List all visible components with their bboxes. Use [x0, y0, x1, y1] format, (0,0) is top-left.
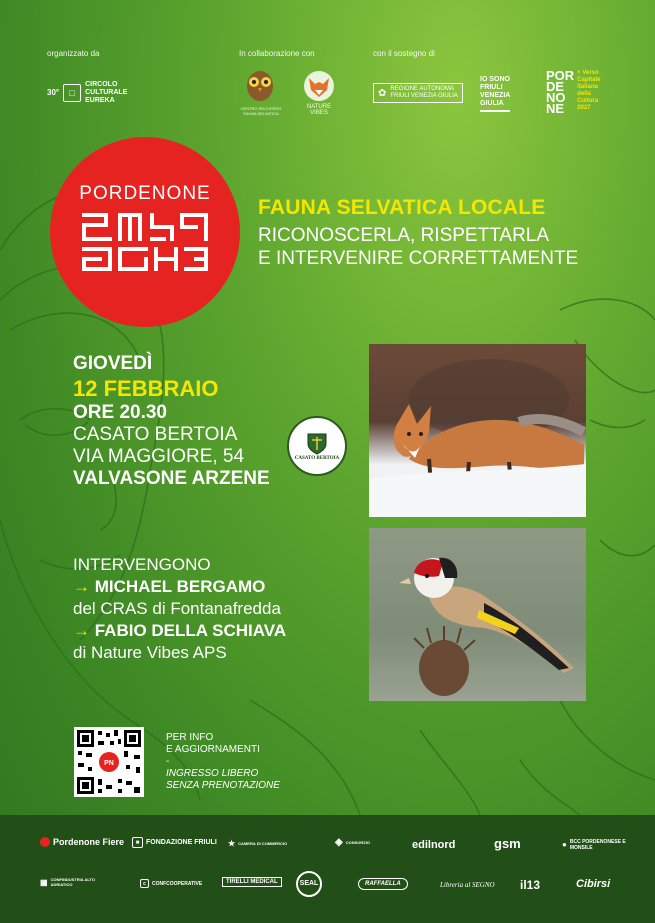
sponsor-confindustria: ▦ CONFINDUSTRIA ALTO ADRIATICO	[40, 877, 96, 887]
io-sono-line3: VENEZIA	[480, 92, 511, 99]
camera-icon: ★	[228, 839, 236, 848]
organizer-line1: CIRCOLO	[85, 81, 118, 88]
fondazione-icon: ■	[132, 837, 143, 848]
arrow-right-icon: →	[73, 577, 95, 596]
sponsor-confcooperative: c CONFCOOPERATIVE	[140, 879, 202, 888]
headline-line2: E INTERVENIRE CORRETTAMENTE	[258, 248, 579, 269]
sponsor-footer	[0, 815, 655, 923]
collaboration-label: In collaborazione con	[239, 49, 315, 58]
sponsor-raffaella: RAFFAELLA	[358, 878, 408, 890]
capital-note-1: + Verso	[577, 70, 599, 76]
goldfinch-photo	[369, 528, 586, 701]
speaker-2-name: FABIO DELLA SCHIAVA	[94, 621, 287, 640]
speaker-2-role: di Nature Vibes APS	[73, 643, 227, 662]
capital-note-5: Cultura	[577, 98, 599, 104]
consorzio-icon: ◈	[335, 837, 343, 848]
organizer-line3: EUREKA	[85, 97, 115, 104]
confindustria-icon: ▦	[40, 877, 48, 887]
casato-logo-text: CASATO BERTOIA	[294, 455, 340, 461]
capital-note-2: Capitale	[577, 77, 601, 83]
capital-note-6: 2027	[577, 105, 591, 111]
speaker-1-role: del CRAS di Fontanafredda	[73, 599, 281, 618]
sponsor-bcc: ● BCC PORDENONESE E MONSILE	[562, 839, 626, 851]
sponsor-pordenone-fiere: Pordenone Fiere	[40, 837, 124, 847]
io-sono-line2: FRIULI	[480, 84, 503, 91]
headline-title: FAUNA SELVATICA LOCALE	[258, 196, 546, 219]
fox-logo-caption: NATURE VIBES	[306, 104, 332, 116]
sponsor-seal	[296, 871, 322, 897]
headline-line1: RICONOSCERLA, RISPETTARLA	[258, 225, 550, 246]
badge-subtitle	[145, 137, 146, 138]
info-line2: E AGGIORNAMENTI	[166, 744, 260, 755]
qr-code[interactable]	[74, 727, 144, 797]
capital-pn-1: POR	[546, 68, 575, 83]
region-line2: FRIULI VENEZIA GIULIA	[390, 93, 458, 99]
badge-title: PORDENONE	[79, 183, 211, 204]
sponsor-camera-commercio: ★ CAMERA DI COMMERCIO	[228, 839, 288, 848]
sponsor-libreria: Libreria al SEGNO	[440, 881, 495, 889]
confcoop-icon: c	[140, 879, 149, 888]
arrow-right-icon: →	[73, 621, 95, 640]
event-details	[73, 353, 270, 490]
eureka-icon: □	[63, 84, 81, 102]
event-venue: CASATO BERTOIA	[73, 424, 238, 445]
event-date: 12 FEBBRAIO	[73, 376, 219, 401]
support-label: con il sostegno di	[373, 49, 435, 58]
event-address: VIA MAGGIORE, 54	[73, 446, 245, 467]
sponsor-fondazione-friuli: ■ FONDAZIONE FRIULI	[132, 837, 217, 848]
region-logo	[373, 83, 463, 103]
organizer-line2: CULTURALE	[85, 89, 128, 96]
info-line4: SENZA PRENOTAZIONE	[166, 780, 280, 791]
info-block	[166, 732, 280, 792]
organizer-logo	[47, 81, 127, 105]
bcc-icon: ●	[562, 840, 567, 849]
headline	[258, 196, 638, 270]
shield-crest-icon	[306, 432, 328, 456]
capital-note-4: della	[577, 91, 591, 97]
owl-logo-caption: CENTRO RECUPERO FAUNA SELVATICA	[240, 106, 282, 116]
region-line1: REGIONE AUTONOMA	[390, 86, 454, 92]
capital-pn-2: DE	[546, 79, 565, 94]
pordenone-pensa-badge	[50, 137, 240, 327]
info-dash: -	[166, 756, 170, 767]
pensa-maze-logo-icon	[80, 211, 210, 273]
anniversary-text: 30°	[47, 88, 60, 97]
io-sono-line4: GIULIA	[480, 100, 504, 107]
casato-bertoia-logo	[287, 416, 347, 476]
sponsor-tirelli: TIRELLI MEDICAL	[222, 877, 282, 887]
goldfinch-illustration-icon	[369, 528, 586, 701]
event-city: VALVASONE ARZENE	[73, 468, 270, 489]
speakers-label: INTERVENGONO	[73, 555, 211, 574]
fox-illustration-icon	[369, 344, 586, 517]
fox-logo-icon	[303, 70, 335, 102]
speaker-1-name: MICHAEL BERGAMO	[94, 577, 266, 596]
region-emblem-icon: ✿	[378, 87, 387, 99]
sponsor-gsm: gsm	[494, 836, 521, 851]
io-sono-line1: IO SONO	[480, 76, 510, 83]
capital-pn-4: NE	[546, 101, 565, 116]
info-line1: PER INFO	[166, 732, 214, 743]
seal-icon: SEAL	[296, 871, 322, 897]
event-day: GIOVEDÌ	[73, 353, 153, 374]
owl-logo-icon	[242, 66, 278, 106]
organized-by-label: organizzato da	[47, 49, 100, 58]
capital-note-3: italiana	[577, 84, 598, 90]
fiere-icon	[40, 837, 50, 847]
event-time: ORE 20.30	[73, 402, 167, 423]
sponsor-il13: il13	[520, 878, 541, 892]
sponsor-cibirsi: Cibirsi	[576, 878, 611, 890]
speakers	[73, 554, 286, 664]
sponsor-consorzio: ◈ CONSORZIO	[335, 837, 370, 848]
info-line3: INGRESSO LIBERO	[166, 768, 259, 779]
svg-text:PN: PN	[104, 760, 114, 767]
io-sono-fvg-logo	[480, 76, 510, 112]
fox-photo	[369, 344, 586, 517]
sponsor-edilnord: edilnord	[412, 839, 456, 851]
capital-pn-3: NO	[546, 90, 566, 105]
capital-culture-logo	[546, 70, 601, 114]
